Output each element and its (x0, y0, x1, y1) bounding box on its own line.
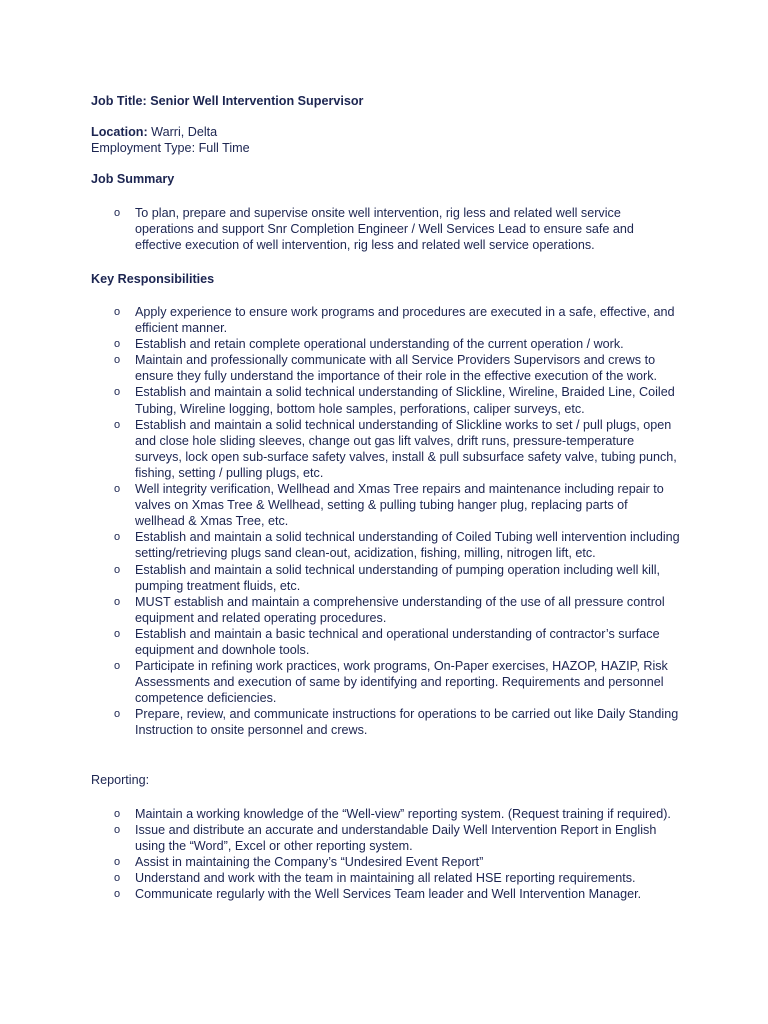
bullet-marker: o (114, 563, 121, 576)
list-item (0, 562, 768, 594)
location-label: Location: (91, 125, 148, 139)
list-item-text: Assist in maintaining the Company’s “Undesired Event Report” (135, 855, 484, 870)
summary-list (0, 205, 768, 253)
bullet-marker: o (114, 888, 121, 901)
bullet-marker: o (114, 872, 121, 885)
list-item-text: Establish and maintain a solid technical understanding of Coiled Tubing well intervention including setting/retrieving plugs sand clean-out, acidization, fishing, milling, nitrogen lift, etc. (135, 530, 680, 561)
list-item (0, 205, 768, 253)
list-item (0, 594, 768, 626)
bullet-marker: o (114, 856, 121, 869)
reporting-heading: Reporting: (91, 773, 150, 787)
list-item-text: Establish and maintain a solid technical understanding of Slickline, Wireline, Braided Line, Coiled Tubing, Wireline logging, bottom hole samples, perforations, caliper surveys, etc. (135, 385, 675, 416)
bullet-marker: o (114, 386, 121, 399)
list-item (0, 481, 768, 529)
responsibilities-heading: Key Responsibilities (91, 272, 215, 286)
list-item-text: Establish and maintain a solid technical understanding of pumping operation including well kill, pumping treatment fluids, etc. (135, 562, 661, 593)
list-item (0, 706, 768, 738)
list-item-text: Understand and work with the team in maintaining all related HSE reporting requirements. (135, 871, 636, 886)
summary-heading: Job Summary (91, 172, 175, 186)
list-item-text: Participate in refining work practices, work programs, On-Paper exercises, HAZOP, HAZIP, Risk Assessments and execution of same by identifying and reporting. Requirements and personnel competence deficiencies. (135, 659, 668, 706)
bullet-marker: o (114, 531, 121, 544)
bullet-marker: o (114, 354, 121, 367)
bullet-marker: o (114, 660, 121, 673)
list-item-text: Maintain and professionally communicate with all Service Providers Supervisors and crews to ensure they fully understand the importance of their role in the effective execution of the work. (135, 353, 658, 384)
bullet-marker: o (114, 338, 121, 351)
bullet-marker: o (114, 306, 121, 318)
bullet-marker: o (114, 708, 121, 721)
list-item (0, 626, 768, 658)
list-item-text: Well integrity verification, Wellhead and Xmas Tree repairs and maintenance including repair to valves on Xmas Tree & Wellhead, setting & pulling tubing hanger plug, replacing parts of wellhead & Xmas Tree, etc. (135, 482, 664, 529)
bullet-marker: o (114, 627, 121, 640)
list-item (0, 384, 768, 416)
list-item-text: Apply experience to ensure work programs and procedures are executed in a safe, effective, and efficient manner. (135, 305, 675, 336)
list-item-text: MUST establish and maintain a comprehensive understanding of the use of all pressure control equipment and related operating procedures. (135, 594, 665, 625)
list-item-text: Maintain a working knowledge of the “Well-view” reporting system. (Request training if required). (135, 807, 671, 821)
list-item (0, 870, 768, 886)
list-item-text: Communicate regularly with the Well Services Team leader and Well Intervention Manager. (135, 887, 642, 902)
reporting-list (0, 806, 768, 903)
list-item (0, 417, 768, 481)
list-item-text: To plan, prepare and supervise onsite well intervention, rig less and related well service operations and support Snr Completion Engineer / Well Services Lead to ensure safe and effective execution of well intervention, rig less and related well service operations. (135, 206, 634, 253)
list-item (0, 352, 768, 384)
list-item-text: Establish and retain complete operational understanding of the current operation / work. (135, 337, 624, 352)
bullet-marker: o (114, 483, 121, 496)
list-item (0, 854, 768, 870)
list-item-text: Prepare, review, and communicate instructions for operations to be carried out like Daily Standing Instruction to onsite personnel and crews. (135, 707, 679, 738)
bullet-marker: o (114, 207, 121, 219)
location-value: Warri, Delta (147, 125, 218, 139)
bullet-marker: o (114, 595, 121, 608)
list-item-text: Establish and maintain a basic technical and operational understanding of contractor’s surface equipment and downhole tools. (135, 626, 660, 657)
job-title: Job Title: Senior Well Intervention Supervisor (91, 94, 364, 108)
employment-type: Employment Type: Full Time (91, 141, 250, 155)
bullet-marker: o (114, 808, 121, 820)
list-item-text: Issue and distribute an accurate and understandable Daily Well Intervention Report in English using the “Word”, Excel or other reporting system. (135, 823, 657, 854)
list-item (0, 304, 768, 336)
list-item (0, 658, 768, 706)
list-item (0, 336, 768, 352)
list-item-text: Establish and maintain a solid technical understanding of Slickline works to set / pull plugs, open and close hole sliding sleeves, change out gas lift valves, drift runs, pressure-temperature surveys, lock open sub-surface safety valves, install & pull subsurface safety valve, tubing punch, fishing, setting / pulling plugs, etc. (135, 417, 677, 480)
list-item (0, 822, 768, 854)
list-item (0, 806, 768, 822)
list-item (0, 529, 768, 561)
location-line (91, 124, 217, 140)
bullet-marker: o (114, 418, 121, 431)
list-item (0, 886, 768, 902)
bullet-marker: o (114, 824, 121, 837)
responsibilities-list (0, 304, 768, 739)
